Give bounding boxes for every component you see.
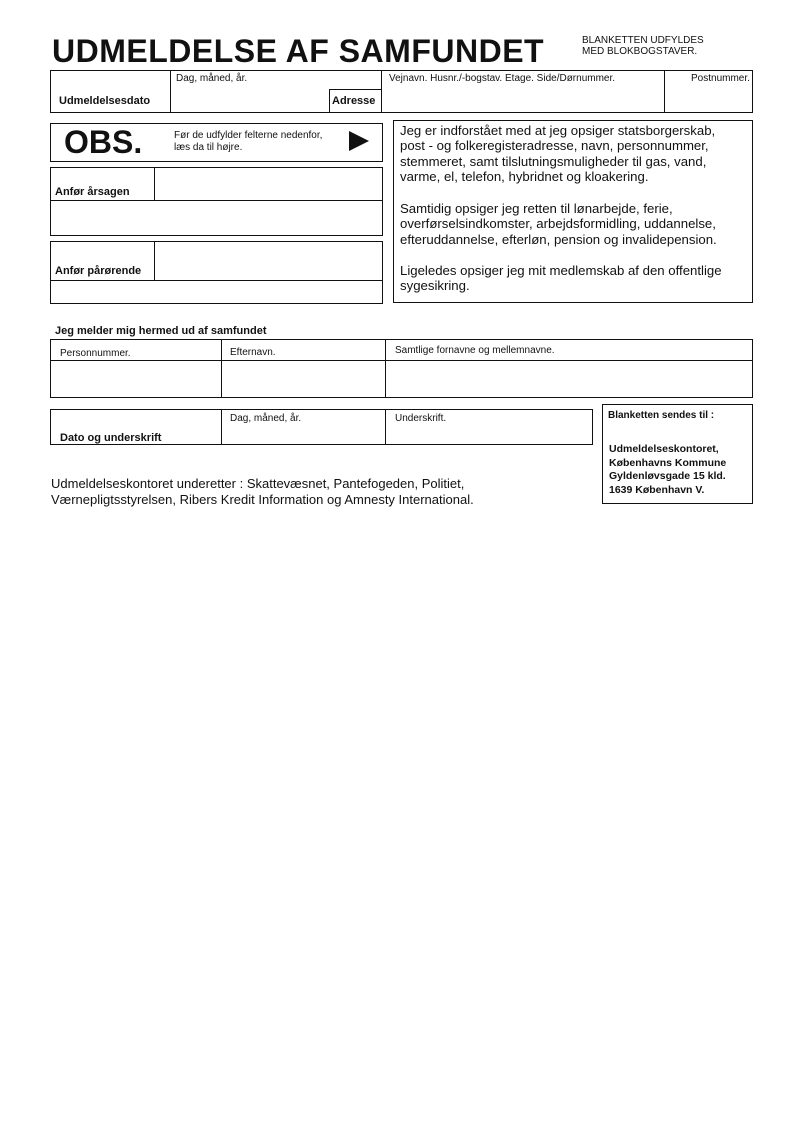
info-p1-line4: varme, el, telefon, hybridnet og kloakering.	[400, 169, 649, 185]
row1-divider-4	[664, 70, 665, 113]
date-of-leaving-hint: Dag, måned, år.	[176, 73, 248, 84]
lastname-column-label: Efternavn.	[230, 347, 276, 358]
send-to-heading: Blanketten sendes til :	[608, 410, 715, 421]
relative-field-1[interactable]	[156, 243, 381, 278]
relative-divider-h	[50, 280, 383, 281]
obs-hint-line2: læs da til højre.	[174, 142, 243, 153]
obs-hint-line1: Før de udfylder felterne nedenfor,	[174, 130, 323, 141]
signature-divider-1	[221, 409, 222, 445]
page-title: UDMELDELSE AF SAMFUNDET	[52, 33, 545, 69]
reason-field-2[interactable]	[52, 202, 381, 234]
reason-divider-v	[154, 167, 155, 200]
info-p3-line2: sygesikring.	[400, 278, 470, 294]
info-paragraph-1	[400, 123, 715, 185]
send-to-line1: Udmeldelseskontoret,	[609, 443, 719, 455]
address-label: Adresse	[332, 95, 376, 107]
header-note-line1: BLANKETTEN UDFYLDES	[582, 35, 704, 46]
arrow-right-icon	[347, 129, 371, 153]
signature-field[interactable]	[387, 426, 591, 443]
send-to-line4: 1639 København V.	[609, 483, 705, 496]
person-section-heading: Jeg melder mig hermed ud af samfundet	[55, 325, 267, 337]
date-of-leaving-label: Udmeldelsesdato	[59, 95, 151, 107]
row1-divider-3	[381, 70, 382, 113]
info-p2-line3: efteruddannelse, efterløn, pension og invalidepension.	[400, 231, 717, 247]
lastname-field[interactable]	[223, 362, 383, 396]
send-to-line3: Gyldenløvsgade 15 kld.	[609, 470, 726, 482]
cpr-field[interactable]	[52, 362, 219, 396]
cpr-column-label: Personnummer.	[60, 348, 131, 359]
footer-line2: Værnepligtsstyrelsen, Ribers Kredit Information og Amnesty International.	[51, 491, 474, 507]
address-field[interactable]	[383, 87, 662, 111]
signature-sign-hint: Underskrift.	[395, 413, 447, 424]
person-divider-h	[50, 360, 753, 361]
footer-line1: Udmeldelseskontoret underetter : Skattevæsnet, Pantefogeden, Politiet,	[51, 476, 465, 491]
person-divider-1	[221, 339, 222, 398]
postal-code-field[interactable]	[666, 87, 751, 111]
info-p1-line1: Jeg er indforstået med at jeg opsiger statsborgerskab,	[400, 123, 716, 138]
date-of-leaving-field[interactable]	[172, 87, 327, 111]
relative-divider-v	[154, 241, 155, 280]
postal-code-hint: Postnummer.	[691, 73, 750, 84]
reason-divider-h	[50, 200, 383, 201]
person-divider-2	[385, 339, 386, 398]
info-p3-line1: Ligeledes opsiger jeg mit medlemskab af den offentlige	[400, 263, 722, 278]
reason-label: Anfør årsagen	[55, 186, 130, 198]
info-paragraph-3	[400, 263, 722, 294]
signature-label: Dato og underskrift	[60, 432, 162, 444]
row1-date-underline	[329, 89, 381, 90]
info-p1-line2: post - og folkeregisteradresse, navn, personnummer,	[400, 138, 709, 154]
send-to-line2: Københavns Kommune	[609, 456, 727, 469]
obs-label: OBS.	[64, 124, 143, 160]
names-column-label: Samtlige fornavne og mellemnavne.	[395, 345, 555, 356]
names-field[interactable]	[387, 362, 751, 396]
reason-field-1[interactable]	[156, 169, 381, 198]
signature-date-field[interactable]	[223, 426, 383, 443]
info-p2-line2: overførselsindkomster, arbejdsformidling, uddannelse,	[400, 216, 716, 232]
header-note-line2: MED BLOKBOGSTAVER.	[582, 46, 698, 57]
address-hint: Vejnavn. Husnr./-bogstav. Etage. Side/Dørnummer.	[389, 73, 616, 84]
info-p2-line1: Samtidig opsiger jeg retten til lønarbejde, ferie,	[400, 201, 673, 216]
row1-divider-1	[170, 70, 171, 113]
send-to-address	[609, 443, 726, 497]
signature-divider-2	[385, 409, 386, 445]
signature-date-hint: Dag, måned, år.	[230, 413, 302, 424]
relative-field-2[interactable]	[52, 282, 381, 302]
info-paragraph-2	[400, 201, 717, 247]
info-p1-line3: stemmeret, samt tilslutningsmuligheder til gas, vand,	[400, 153, 707, 169]
relative-label: Anfør pårørende	[55, 265, 142, 277]
row1-divider-2	[329, 90, 330, 113]
footer-notice	[51, 476, 474, 507]
